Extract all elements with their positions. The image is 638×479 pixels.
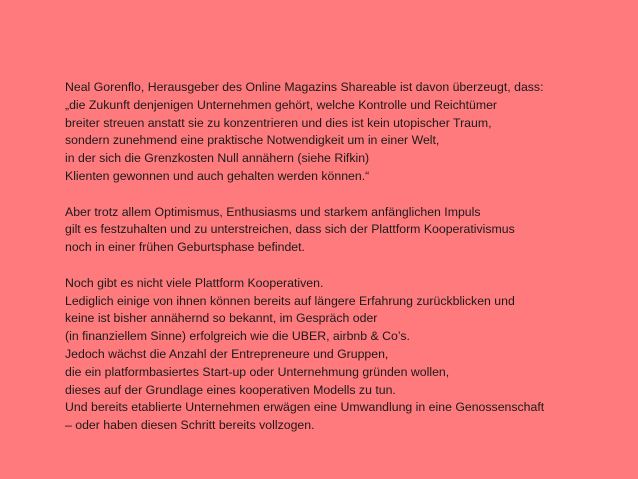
paragraph-platform-cooperatives <box>65 275 625 435</box>
paragraph-early-phase <box>65 204 625 257</box>
text-line: in der sich die Grenzkosten Null annähern (siehe Rifkin) <box>65 151 370 166</box>
text-line: noch in einer frühen Geburtsphase befindet. <box>65 240 305 255</box>
text-line: „die Zukunft denjenigen Unternehmen gehört, welche Kontrolle und Reichtümer <box>65 97 498 112</box>
slide-text-body <box>65 79 625 435</box>
text-line: breiter streuen anstatt sie zu konzentrieren und dies ist kein utopischer Traum, <box>65 115 492 130</box>
text-line: Und bereits etablierte Unternehmen erwägen eine Umwandlung in eine Genossenschaft <box>65 400 545 415</box>
text-line: sondern zunehmend eine praktische Notwendigkeit um in einer Welt, <box>65 133 440 148</box>
text-line: keine ist bisher annähernd so bekannt, im Gespräch oder <box>65 311 378 326</box>
text-line: Lediglich einige von ihnen können bereits auf längere Erfahrung zurückblicken und <box>65 293 515 308</box>
text-line: Neal Gorenflo, Herausgeber des Online Magazins Shareable ist davon überzeugt, dass: <box>65 80 544 94</box>
text-line: Aber trotz allem Optimismus, Enthusiasms und starkem anfänglichen Impuls <box>65 204 481 219</box>
text-line: Noch gibt es nicht viele Plattform Kooperativen. <box>65 275 324 290</box>
text-line: (in finanziellem Sinne) erfolgreich wie die UBER, airbnb & Co’s. <box>65 329 410 344</box>
paragraph-gorenflo-quote <box>65 79 625 186</box>
text-line: die ein platformbasiertes Start-up oder Unternehmung gründen wollen, <box>65 364 450 379</box>
text-line: Jedoch wächst die Anzahl der Entrepreneure und Gruppen, <box>65 346 389 361</box>
text-line: dieses auf der Grundlage eines kooperativen Modells zu tun. <box>65 382 396 397</box>
text-line: Klienten gewonnen und auch gehalten werden können.“ <box>65 168 370 183</box>
text-line: gilt es festzuhalten und zu unterstreichen, dass sich der Plattform Kooperativismus <box>65 222 515 237</box>
text-line: – oder haben diesen Schritt bereits vollzogen. <box>65 418 315 433</box>
